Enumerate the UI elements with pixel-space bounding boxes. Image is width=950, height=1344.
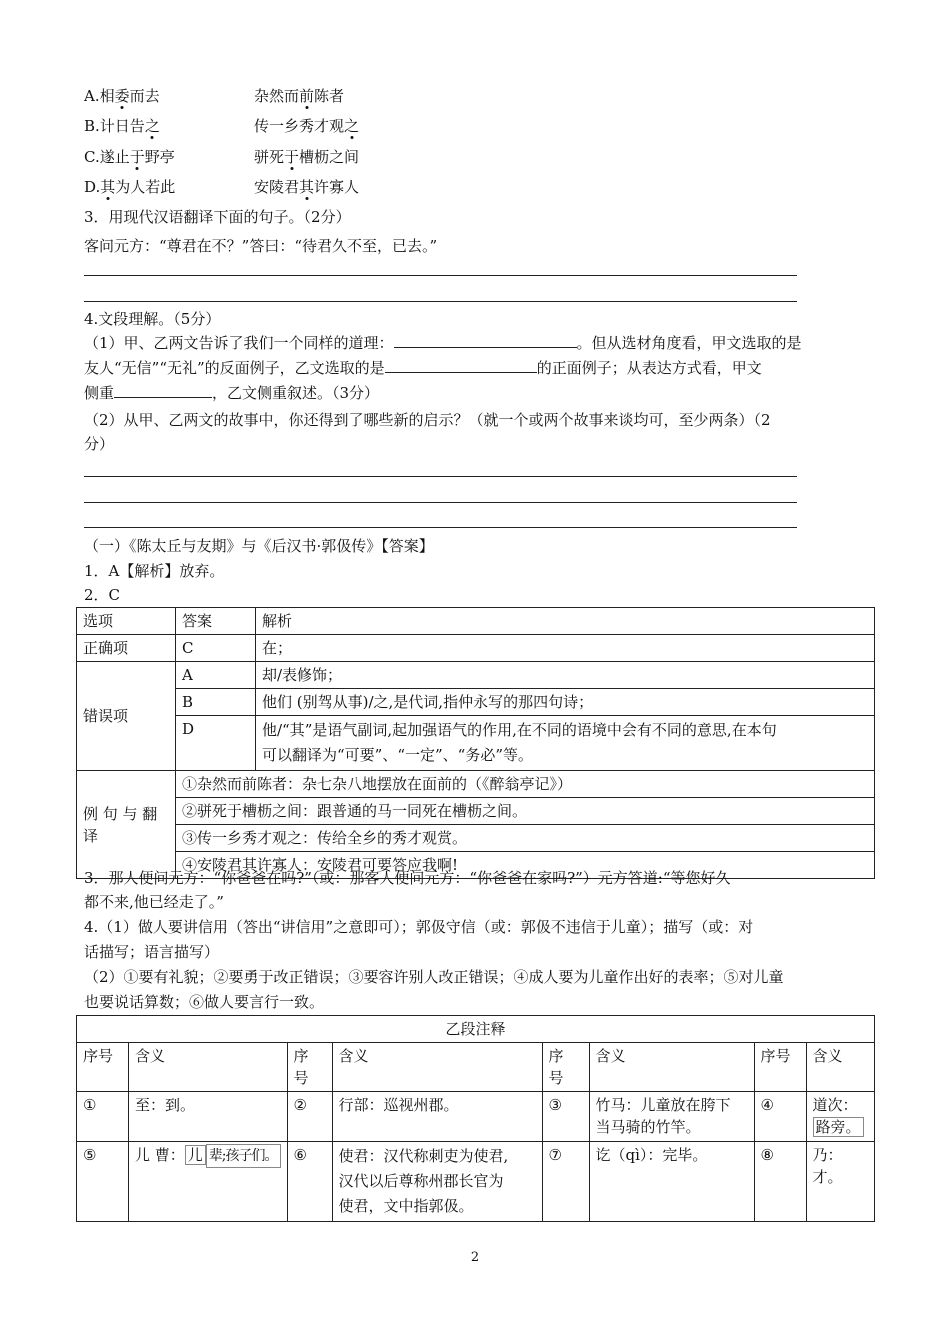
answer-2: 2．C (84, 586, 121, 604)
page-number: 2 (470, 1250, 480, 1265)
note-no: ⑥ (287, 1142, 332, 1222)
notes-row (77, 1092, 875, 1142)
table-row (77, 771, 875, 798)
q4-part2-line2: 分） (84, 435, 115, 453)
answer-4-2-line1: （2）①要有礼貌；②要勇于改正错误；③要容许别人改正错误；④成人要为儿童作出好的表率；⑤对儿童 (84, 968, 784, 986)
q4-part2-line1: （2）从甲、乙两文的故事中，你还得到了哪些新的启示？（就一个或两个故事来谈均可，至少两条）（2 (84, 411, 771, 429)
answer-line (84, 527, 797, 528)
example-row: ④安陵君其许寡人：安陵君可要答应我啊! (176, 852, 875, 879)
table-header-row (77, 608, 875, 635)
header-no: 序号 (77, 1043, 129, 1092)
option-a-left: A.相委而去 (84, 87, 160, 105)
note-no: ④ (754, 1092, 806, 1142)
q4-title: 4.文段理解。（5分） (84, 310, 221, 328)
note-no: ⑤ (77, 1142, 129, 1222)
header-no: 序 号 (542, 1043, 589, 1092)
note-text: 行部：巡视州郡。 (332, 1092, 542, 1142)
header-meaning: 含义 (806, 1043, 874, 1092)
table-row (77, 716, 875, 771)
cell-explain: 却/表修饰； (256, 662, 875, 689)
header-meaning: 含义 (129, 1043, 288, 1092)
answer-1: 1．A【解析】放弃。 (84, 562, 225, 580)
answer-4-1-line1: 4.（1）做人要讲信用（答出“讲信用”之意即可）；郭伋守信（或：郭伋不违信于儿童）；描写（或：对 (84, 918, 754, 936)
table-row (77, 825, 875, 852)
option-c-right: 骈死于槽枥之间 (254, 148, 360, 166)
note-text: 乃：才。 (806, 1142, 874, 1222)
answer-line (84, 476, 797, 477)
header-no: 序 号 (287, 1043, 332, 1092)
answer-line (84, 502, 797, 503)
notes-table (76, 1015, 875, 1222)
notes-row (77, 1142, 875, 1222)
note-text: 至：到。 (129, 1092, 288, 1142)
fill-blank (385, 358, 537, 373)
answer-4-2-line2: 也要说话算数；⑥做人要言行一致。 (84, 993, 325, 1011)
q4-part1-line1: （1）甲、乙两文告诉了我们一个同样的道理： 。但从选材角度看，甲文选取的是 (84, 334, 802, 352)
note-text: 竹马：儿童放在胯下 当马骑的竹竿。 (589, 1092, 754, 1142)
answer-4-1-line2: 话描写；语言描写） (84, 943, 220, 961)
cell-answer: B (176, 689, 256, 716)
answer-3-line1: 3．那人便问元方：“你爸爸在吗?”（或：那客人便问元方：“你爸爸在家吗?”）元方答道:“等您好久 (84, 869, 731, 887)
note-no: ① (77, 1092, 129, 1142)
q4-part1-line2: 友人“无信”“无礼”的反面例子，乙文选取的是 的正面例子；从表达方式看，甲文 (84, 359, 762, 377)
table-header: 解析 (256, 608, 875, 635)
option-b-left: B.计日告之 (84, 117, 160, 135)
cell-explain: 他/“其”是语气副词,起加强语气的作用,在不同的语境中会有不同的意思,在本句 可以翻译为“可要”、“一定”、“务必”等。 (256, 716, 875, 771)
answer-3-line2: 都不来,他已经走了。” (84, 893, 224, 911)
example-row: ②骈死于槽枥之间：跟普通的马一同死在槽枥之间。 (176, 798, 875, 825)
note-no: ⑧ (754, 1142, 806, 1222)
cell-answer: D (176, 716, 256, 771)
cell-answer: A (176, 662, 256, 689)
q4-part1-line3: 侧重 ，乙文侧重叙述。（3分） (84, 384, 380, 402)
fill-blank (394, 333, 577, 348)
option-b-right: 传一乡秀才观之 (254, 117, 360, 135)
header-meaning: 含义 (589, 1043, 754, 1092)
cell-explain: 他们 (别驾从事)/之,是代词,指仲永写的那四句诗； (256, 689, 875, 716)
table-row (77, 635, 875, 662)
note-no: ⑦ (542, 1142, 589, 1222)
option-d-right: 安陵君其许寡人 (254, 178, 360, 196)
cell-explain: 在； (256, 635, 875, 662)
notes-header-row (77, 1043, 875, 1092)
table-header: 选项 (77, 608, 176, 635)
option-c-left: C.遂止于野亭 (84, 148, 175, 166)
answer-2-table (76, 607, 875, 879)
note-text: 儿 曹： 儿 辈;孩子们。 (129, 1142, 288, 1222)
answer-line (84, 301, 797, 302)
fill-blank (114, 383, 212, 398)
example-row: ③传一乡秀才观之：传给全乡的秀才观赏。 (176, 825, 875, 852)
note-no: ② (287, 1092, 332, 1142)
note-text: 使君：汉代称刺吏为使君, 汉代以后尊称州郡长官为 使君，文中指郭伋。 (332, 1142, 542, 1222)
table-header: 答案 (176, 608, 256, 635)
q3-prompt: 3．用现代汉语翻译下面的句子。（2分） (84, 208, 351, 226)
row-label: 正确项 (77, 635, 176, 662)
notes-title: 乙段注释 (77, 1016, 875, 1043)
note-no: ③ (542, 1092, 589, 1142)
note-text: 讫（qì）：完毕。 (589, 1142, 754, 1222)
answer-heading: （一）《陈太丘与友期》与《后汉书·郭伋传》【答案】 (84, 537, 434, 555)
header-no: 序号 (754, 1043, 806, 1092)
answer-line (84, 275, 797, 276)
table-row (77, 689, 875, 716)
header-meaning: 含义 (332, 1043, 542, 1092)
option-d-left: D.其为人若此 (84, 178, 176, 196)
row-label: 错误项 (77, 662, 176, 771)
table-row (77, 798, 875, 825)
option-a-right: 杂然而前陈者 (254, 87, 345, 105)
row-label: 例 句 与 翻 译 (77, 771, 176, 879)
q3-sentence: 客问元方：“尊君在不？”答曰：“待君久不至，已去。” (84, 237, 438, 255)
table-row (77, 662, 875, 689)
cell-answer: C (176, 635, 256, 662)
note-text: 道次：路旁。 (806, 1092, 874, 1142)
example-row: ①杂然而前陈者：杂七杂八地摆放在面前的（《醉翁亭记》） (176, 771, 875, 798)
